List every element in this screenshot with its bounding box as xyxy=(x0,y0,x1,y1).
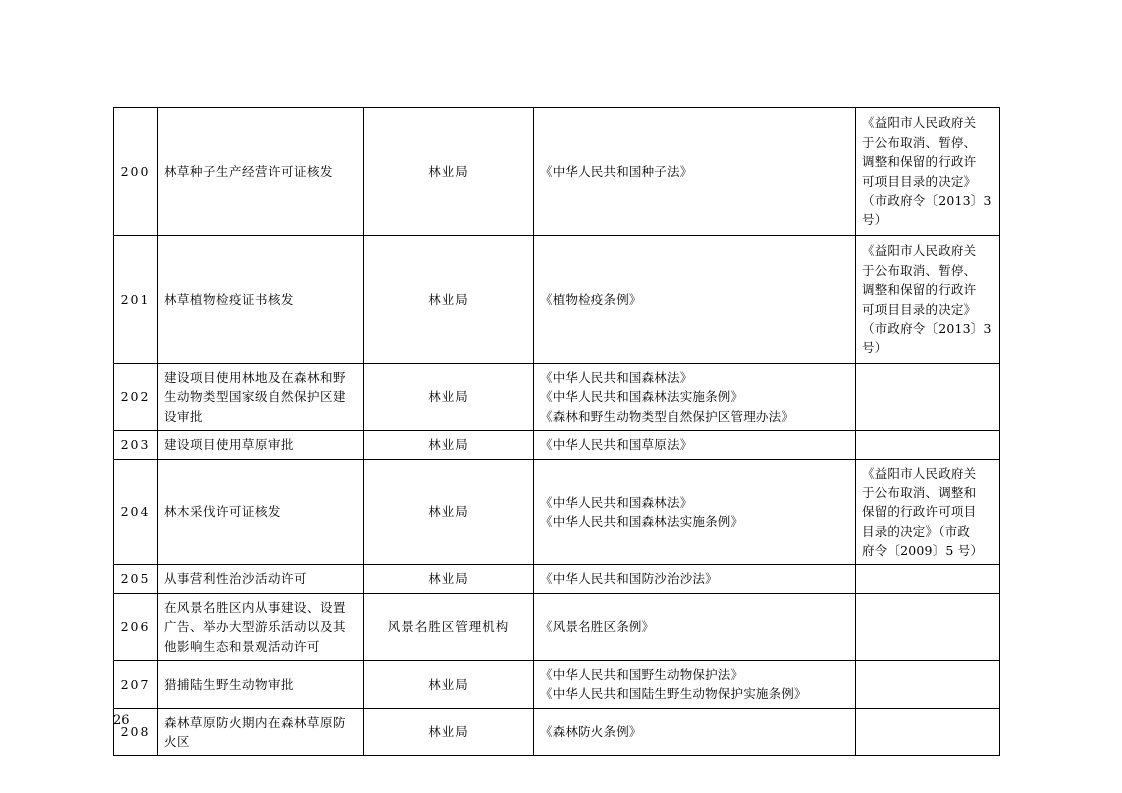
row-legal-basis xyxy=(534,236,856,364)
note-line: （市政府令〔2013〕3 xyxy=(862,320,992,336)
row-organization: 风景名胜区管理机构 xyxy=(364,593,534,660)
legal-basis-line: 《风景名胜区条例》 xyxy=(540,619,655,635)
row-note xyxy=(856,565,1000,593)
note-line: 可项目目录的决定》 xyxy=(862,301,977,317)
row-item-name: 林木采伐许可证核发 xyxy=(158,459,364,565)
row-number: 202 xyxy=(114,364,158,431)
row-number: 201 xyxy=(114,236,158,364)
row-note xyxy=(856,708,1000,756)
row-item-name: 建设项目使用草原审批 xyxy=(158,431,364,459)
row-number: 200 xyxy=(114,108,158,236)
legal-basis-line: 《植物检疫条例》 xyxy=(540,291,642,307)
note-line: 可项目目录的决定》 xyxy=(862,173,977,189)
table-row xyxy=(114,431,1000,459)
note-line: 调整和保留的行政许 xyxy=(862,282,977,298)
note-line: 《益阳市人民政府关 xyxy=(862,115,977,131)
legal-basis-line: 《中华人民共和国种子法》 xyxy=(540,163,693,179)
row-organization: 林业局 xyxy=(364,708,534,756)
row-organization: 林业局 xyxy=(364,364,534,431)
table-row xyxy=(114,364,1000,431)
table-body xyxy=(114,108,1000,756)
row-note xyxy=(856,236,1000,364)
table-row xyxy=(114,459,1000,565)
legal-basis-line: 《森林和野生动物类型自然保护区管理办法》 xyxy=(540,408,795,424)
note-line: 府令〔2009〕5 号） xyxy=(862,543,984,558)
row-note xyxy=(856,459,1000,565)
row-number: 208 xyxy=(114,708,158,756)
row-number: 203 xyxy=(114,431,158,459)
note-line: 号） xyxy=(862,340,888,356)
legal-basis-line: 《中华人民共和国森林法实施条例》 xyxy=(540,513,744,529)
row-organization: 林业局 xyxy=(364,431,534,459)
legal-basis-line: 《中华人民共和国野生动物保护法》 xyxy=(540,666,744,682)
row-organization: 林业局 xyxy=(364,108,534,236)
note-line: 调整和保留的行政许 xyxy=(862,154,977,170)
row-note xyxy=(856,364,1000,431)
page-number: 26 xyxy=(113,713,130,728)
row-organization: 林业局 xyxy=(364,459,534,565)
row-legal-basis xyxy=(534,593,856,660)
legal-basis-line: 《中华人民共和国森林法》 xyxy=(540,370,693,385)
table-row xyxy=(114,708,1000,756)
row-item-name: 建设项目使用林地及在森林和野生动物类型国家级自然保护区建设审批 xyxy=(158,364,364,431)
row-item-name: 林草植物检疫证书核发 xyxy=(158,236,364,364)
legal-basis-line: 《中华人民共和国草原法》 xyxy=(540,437,693,453)
row-legal-basis xyxy=(534,708,856,756)
legal-basis-line: 《中华人民共和国森林法实施条例》 xyxy=(540,389,744,405)
row-legal-basis xyxy=(534,108,856,236)
row-item-name: 从事营利性治沙活动许可 xyxy=(158,565,364,593)
legal-basis-line: 《中华人民共和国陆生野生动物保护实施条例》 xyxy=(540,686,807,702)
row-number: 206 xyxy=(114,593,158,660)
note-line: 于公布取消、调整和 xyxy=(862,484,977,500)
row-organization: 林业局 xyxy=(364,236,534,364)
legal-basis-line: 《中华人民共和国防沙治沙法》 xyxy=(540,571,718,587)
row-legal-basis xyxy=(534,364,856,431)
note-line: 于公布取消、暂停、 xyxy=(862,134,977,150)
row-item-name: 森林草原防火期内在森林草原防火区 xyxy=(158,708,364,756)
table-row xyxy=(114,593,1000,660)
legal-basis-line: 《森林防火条例》 xyxy=(540,724,642,740)
row-note xyxy=(856,108,1000,236)
row-legal-basis xyxy=(534,565,856,593)
administrative-permission-table xyxy=(113,107,1000,756)
row-item-name: 在风景名胜区内从事建设、设置广告、举办大型游乐活动以及其他影响生态和景观活动许可 xyxy=(158,593,364,660)
note-line: 《益阳市人民政府关 xyxy=(862,243,977,259)
row-legal-basis xyxy=(534,660,856,708)
row-note xyxy=(856,431,1000,459)
note-line: 《益阳市人民政府关 xyxy=(862,465,977,481)
legal-basis-line: 《中华人民共和国森林法》 xyxy=(540,494,693,510)
note-line: 于公布取消、暂停、 xyxy=(862,262,977,278)
row-number: 204 xyxy=(114,459,158,565)
row-organization: 林业局 xyxy=(364,565,534,593)
row-number: 207 xyxy=(114,660,158,708)
row-note xyxy=(856,593,1000,660)
note-line: 保留的行政许可项目 xyxy=(862,504,977,520)
row-organization: 林业局 xyxy=(364,660,534,708)
row-note xyxy=(856,660,1000,708)
note-line: 目录的决定》（市政 xyxy=(862,523,971,539)
row-item-name: 林草种子生产经营许可证核发 xyxy=(158,108,364,236)
table-row xyxy=(114,236,1000,364)
row-legal-basis xyxy=(534,459,856,565)
note-line: 号） xyxy=(862,212,888,228)
table-row xyxy=(114,108,1000,236)
table-row xyxy=(114,660,1000,708)
row-legal-basis xyxy=(534,431,856,459)
note-line: （市政府令〔2013〕3 xyxy=(862,192,992,208)
row-number: 205 xyxy=(114,565,158,593)
table-row xyxy=(114,565,1000,593)
row-item-name: 猎捕陆生野生动物审批 xyxy=(158,660,364,708)
